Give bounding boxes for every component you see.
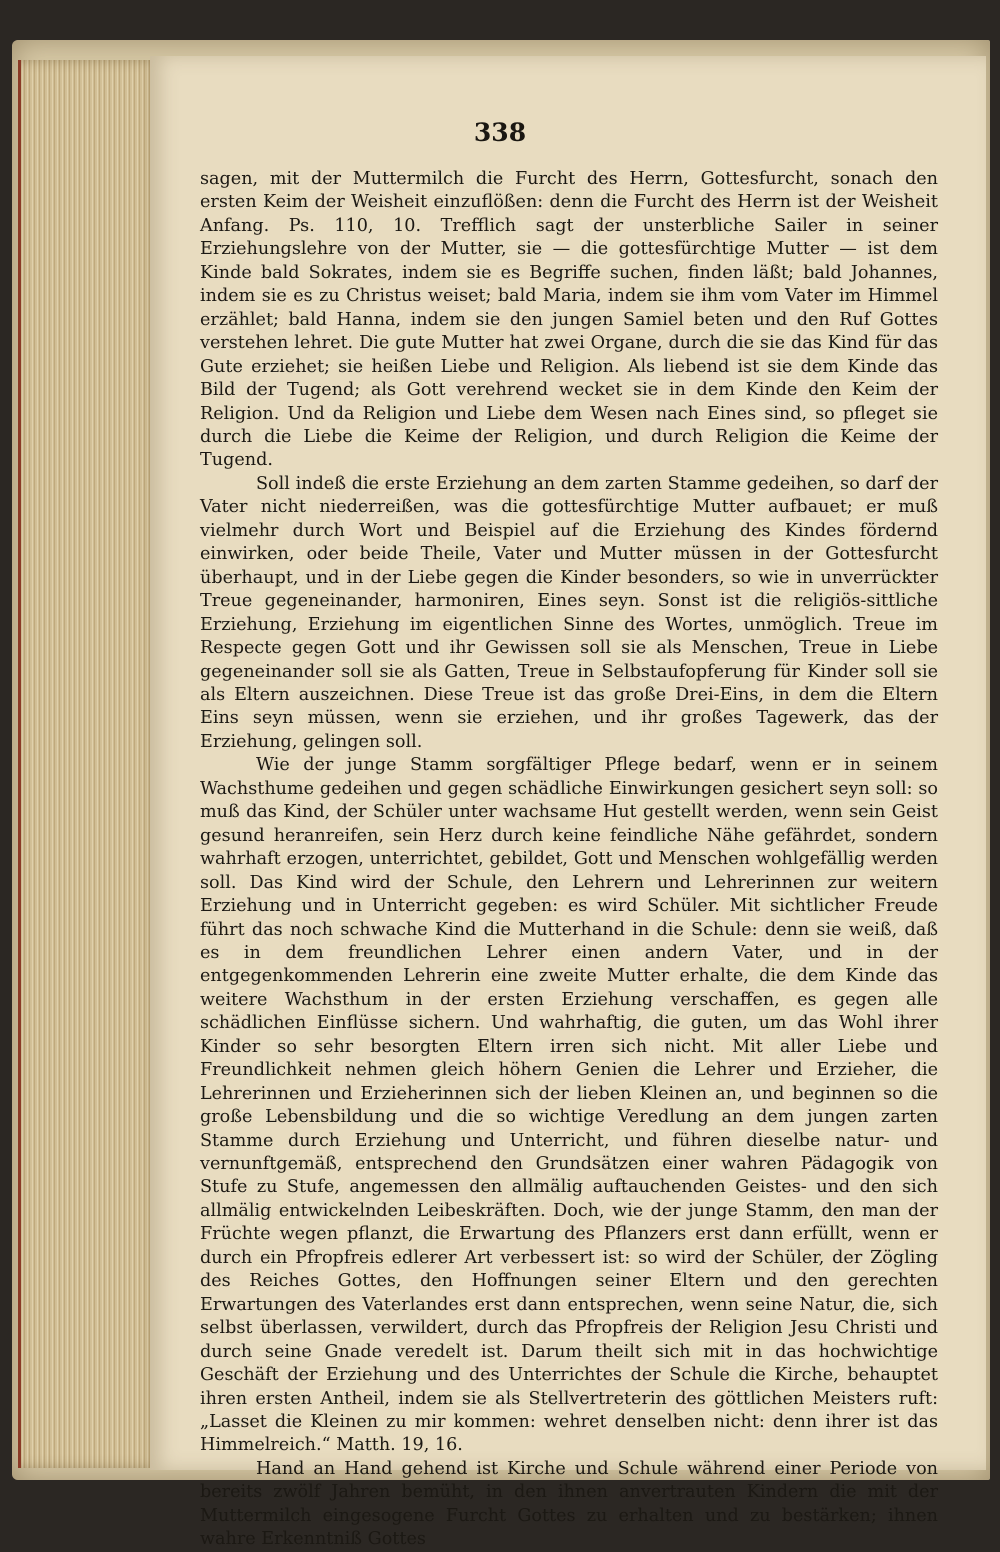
paragraph-3: Wie der junge Stamm sorgfältiger Pflege bedarf, wenn er in seinem Wachsthume gedeihen und gegen schädliche Einwirkungen gesichert seyn soll: so muß das Kind, der Schüler unter wachsame Hut gestellt werden, wenn sein Geist gesund heranreifen, sein Herz durch keine feindliche Nähe gefährdet, sondern wahrhaft erzogen, unterrichtet, gebildet, Gott und Menschen wohlgefällig werden soll. Das Kind wird der Schule, den Lehrern und Lehrerinnen zur weitern Erziehung und in Unterricht gegeben: es wird Schüler. Mit sichtlicher Freude führt das noch schwache Kind die Mutterhand in die Schule: denn sie weiß, daß es in dem freundlichen Lehrer einen andern Vater, und in der entgegenkommenden Lehrerin eine zweite Mutter erhalte, die dem Kinde das weitere Wachsthum in der ersten Erziehung verschaffen, es gegen alle schädlichen Einflüsse sichern. Und wahrhaftig, die guten, um das Wohl ihrer Kinder so sehr besorgten Eltern irren sich nicht. Mit aller Liebe und Freundlichkeit nehmen gleich höhern Genien die Lehrer und Erzieher, die Lehrerinnen und Erzieherinnen sich der lieben Kleinen an, und beginnen so die große Lebensbildung und die so wichtige Veredlung an dem jungen zarten Stamme durch Erziehung und Unterricht, und führen dieselbe natur- und vernunftgemäß, entsprechend den Grundsätzen einer wahren Pädagogik von Stufe zu Stufe, angemessen den allmälig auftauchenden Geistes- und den sich allmälig entwickelnden Leibeskräften. Doch, wie der junge Stamm, den man der Früchte wegen pflanzt, die Erwartung des Pflanzers erst dann erfüllt, wenn er durch ein Pfropfreis edlerer Art verbessert ist: so wird der Schüler, der Zögling des Reiches Gottes, den Hoffnungen seiner Eltern und den gerechten Erwartungen des Vaterlandes erst dann entsprechen, wenn seine Natur, die, sich selbst überlassen, verwildert, durch das Pfropfreis der Religion Jesu Christi und durch seine Gnade veredelt ist. Darum theilt sich mit in das hochwichtige Geschäft der Erziehung und des Unterrichtes der Schule die Kirche, behauptet ihren ersten Antheil, indem sie als Stellvertreterin des göttlichen Meisters ruft: „Lasset die Kleinen zu mir kommen: wehret denselben nicht: denn ihrer ist das Himmelreich.“ Matth. 19, 16. <box>200 755 938 1456</box>
page-number: 338 <box>473 118 527 147</box>
page-text <box>200 168 938 1552</box>
page-edges <box>18 60 159 1468</box>
paragraph-4: Hand an Hand gehend ist Kirche und Schule während einer Periode von bereits zwölf Jahren bemüht, in den ihnen anvertrauten Kindern die mit der Muttermilch eingesogene Furcht Gottes zu erhalten und zu bestärken; ihnen wahre Erkenntniß Gottes <box>200 1458 938 1550</box>
paragraph-2: Soll indeß die erste Erziehung an dem zarten Stamme gedeihen, so darf der Vater nicht niederreißen, was die gottesfürchtige Mutter aufbauet; er muß vielmehr durch Wort und Beispiel auf die Erziehung des Kindes fördernd einwirken, oder beide Theile, Vater und Mutter müssen in der Gottesfurcht überhaupt, und in der Liebe gegen die Kinder besonders, so wie in unverrückter Treue gegeneinander, harmoniren, Eines seyn. Sonst ist die religiös-sittliche Erziehung, Erziehung im eigentlichen Sinne des Wortes, unmöglich. Treue im Respecte gegen Gott und ihr Gewissen soll sie als Menschen, Treue in Liebe gegeneinander soll sie als Gatten, Treue in Selbstaufopferung für Kinder soll sie als Eltern auszeichnen. Diese Treue ist das große Drei-Eins, in dem die Eltern Eins seyn müssen, wenn sie erziehen, und ihr großes Tagewerk, das der Erziehung, gelingen soll. <box>200 473 938 752</box>
paragraph-1: sagen, mit der Muttermilch die Furcht des Herrn, Gottesfurcht, sonach den ersten Keim der Weisheit einzuflößen: denn die Furcht des Herrn ist der Weisheit Anfang. Ps. 110, 10. Trefflich sagt der unsterbliche Sailer in seiner Erziehungslehre von der Mutter, sie — die gottesfürchtige Mutter — ist dem Kinde bald Sokrates, indem sie es Begriffe suchen, finden läßt; bald Johannes, indem sie es zu Christus weiset; bald Maria, indem sie ihm vom Vater im Himmel erzählet; bald Hanna, indem sie den jungen Samiel beten und den Ruf Gottes verstehen lehret. Die gute Mutter hat zwei Organe, durch die sie das Kind für das Gute erziehet; sie heißen Liebe und Religion. Als liebend ist sie dem Kinde das Bild der Tugend; als Gott verehrend wecket sie in dem Kinde den Keim der Religion. Und da Religion und Liebe dem Wesen nach Eines sind, so pfleget sie durch die Liebe die Keime der Religion, und durch Religion die Keime der Tugend. <box>200 169 938 471</box>
